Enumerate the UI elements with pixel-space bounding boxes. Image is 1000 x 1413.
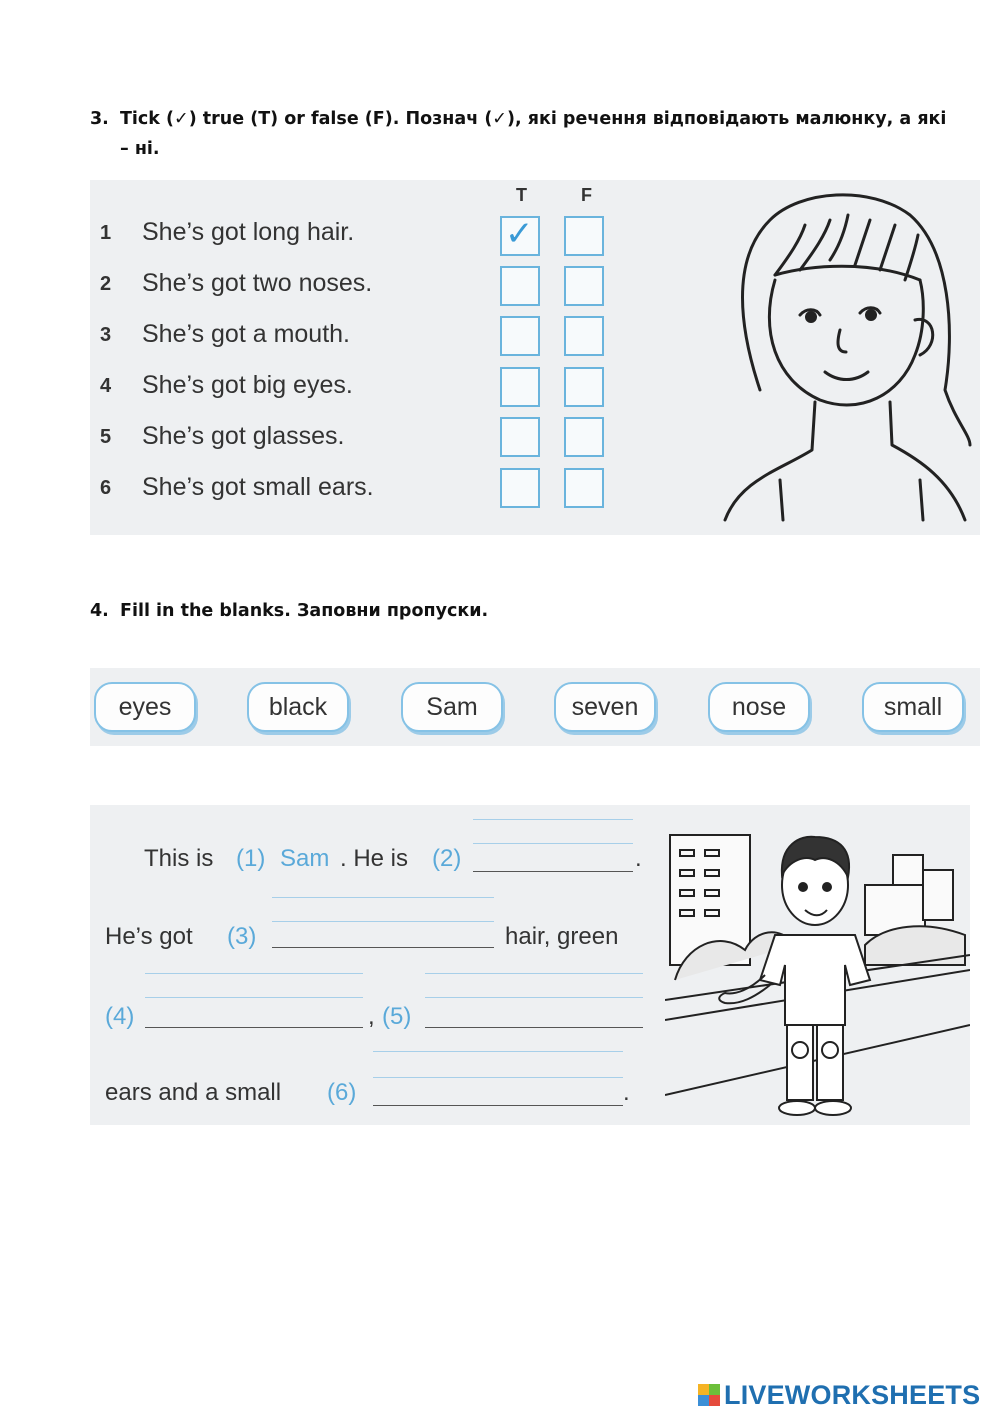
marker-3: (3) [227,923,257,950]
checkbox-1-true[interactable] [500,216,540,256]
exercise-4-number: 4. [90,601,109,621]
guide-line [272,897,494,898]
text-hes-got: He’s got [105,923,193,950]
girl-illustration [720,180,980,535]
boy-illustration [665,825,970,1125]
word-sam[interactable]: Sam [401,682,503,732]
blank-5[interactable] [425,993,643,1028]
sentence-number: 5 [100,426,112,448]
word-nose[interactable]: nose [708,682,810,732]
checkbox-2-true[interactable] [500,266,540,306]
logo-mark-icon [698,1384,720,1406]
sentence-number: 6 [100,477,112,499]
word-small[interactable]: small [862,682,964,732]
sentence-text: She’s got glasses. [142,422,345,450]
marker-6: (6) [327,1079,357,1106]
text-comma: , [368,1003,375,1030]
checkbox-4-true[interactable] [500,367,540,407]
blank-6[interactable] [373,1071,623,1106]
blank-4[interactable] [145,993,363,1028]
sentence-row-4 [100,369,700,413]
checkbox-5-false[interactable] [564,417,604,457]
text-this-is: This is [144,845,214,872]
sentence-row-1 [100,216,700,260]
sentence-text: She’s got small ears. [142,473,374,501]
checkbox-1-false[interactable] [564,216,604,256]
marker-1: (1) [236,845,266,872]
checkbox-4-false[interactable] [564,367,604,407]
checkbox-6-true[interactable] [500,468,540,508]
exercise-4-instruction [90,596,488,626]
sentence-text: She’s got big eyes. [142,371,353,399]
blank-2[interactable] [473,837,633,872]
checkbox-3-false[interactable] [564,316,604,356]
sentence-text: She’s got two noses. [142,269,373,297]
marker-5: (5) [382,1003,412,1030]
exercise-3-instruction-line2: – ні. [120,139,160,159]
exercise-3-number: 3. [90,109,109,129]
checkbox-2-false[interactable] [564,266,604,306]
liveworksheets-logo[interactable] [698,1378,980,1412]
marker-2: (2) [432,845,462,872]
true-column-header: T [516,185,527,205]
word-eyes[interactable]: eyes [94,682,196,732]
exercise-3-panel [90,180,980,535]
guide-line [373,1051,623,1052]
sentence-row-6 [100,471,700,515]
checkbox-5-true[interactable] [500,417,540,457]
text-ears-small: ears and a small [105,1079,282,1106]
tick-mark-icon: ✓ [505,214,534,254]
sentence-text: She’s got a mouth. [142,320,351,348]
sentence-text: She’s got long hair. [142,218,355,246]
sentence-number: 3 [100,324,112,346]
sentence-number: 4 [100,375,112,397]
sentence-row-5 [100,420,700,464]
word-bank [90,668,980,746]
marker-4: (4) [105,1003,135,1030]
checkbox-3-true[interactable] [500,316,540,356]
false-column-header: F [581,185,592,205]
exercise-3-instruction [90,104,946,164]
text-dot: . [635,845,642,872]
exercise-3-instruction-line1: Tick (✓) true (T) or false (F). Познач (✓), які речення відповідають малюнку, а які [120,109,947,129]
exercise-4-instruction-text: Fill in the blanks. Заповни пропуски. [120,601,489,621]
text-hair-green: hair, green [505,923,619,950]
guide-line [145,973,363,974]
text-he-is: . He is [340,845,409,872]
text-end-dot: . [623,1079,630,1106]
sentence-number: 2 [100,273,112,295]
answer-sam: Sam [280,845,330,872]
checkbox-6-false[interactable] [564,468,604,508]
sentence-number: 1 [100,222,112,244]
word-seven[interactable]: seven [554,682,656,732]
sentence-row-3 [100,318,700,362]
sentence-row-2 [100,267,700,311]
blank-3[interactable] [272,913,494,948]
word-black[interactable]: black [247,682,349,732]
guide-line [425,973,643,974]
guide-line [473,819,633,820]
logo-text: LIVEWORKSHEETS [724,1379,981,1410]
exercise-4-panel [90,805,970,1125]
